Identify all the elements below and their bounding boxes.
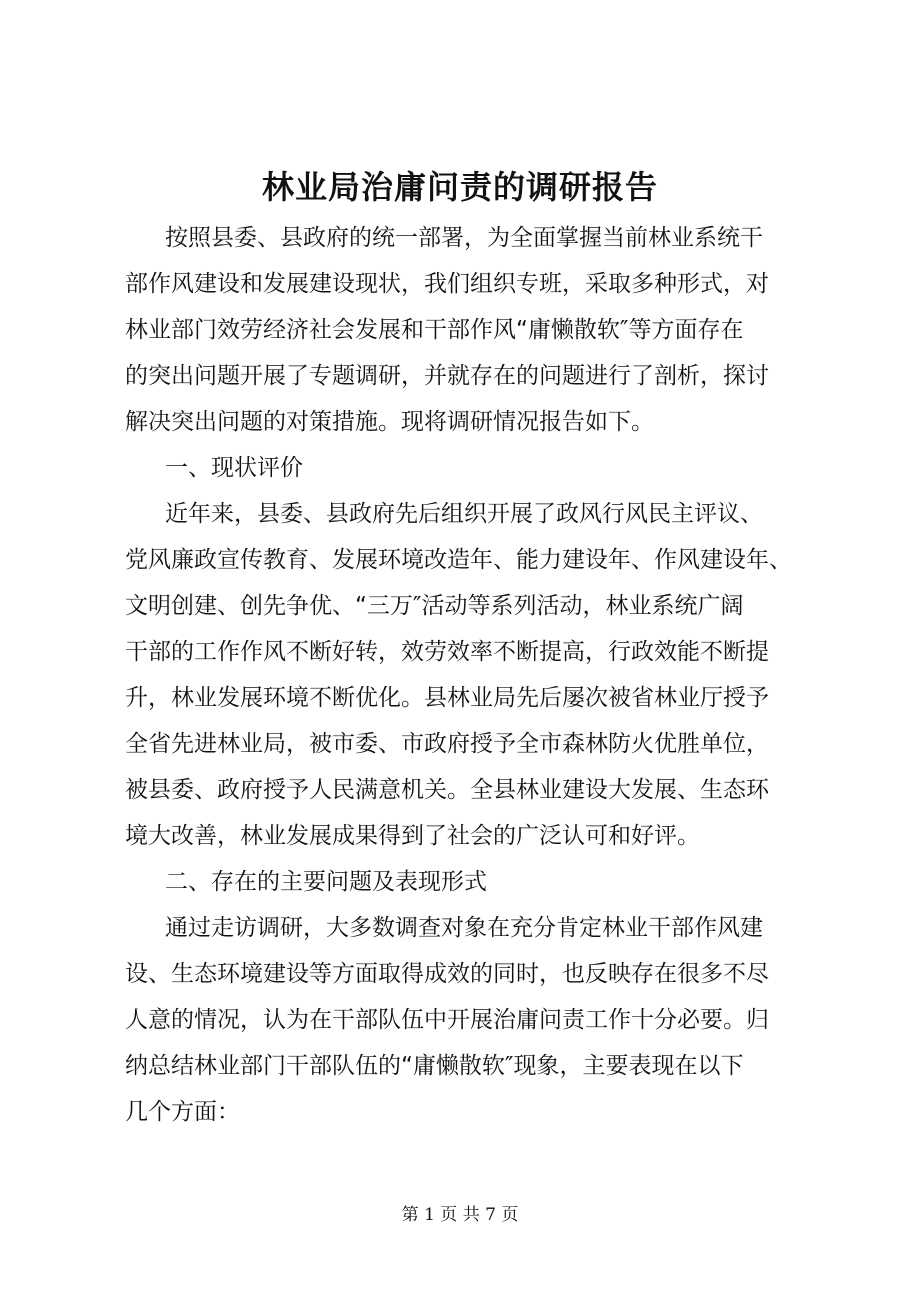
text-line: 全省先进林业局，被市委、市政府授予全市森林防火优胜单位，	[125, 731, 769, 757]
text-line: 按照县委、县政府的统一部署，为全面掌握当前林业系统干	[165, 225, 763, 251]
text-line: 一、现状评价	[165, 455, 303, 481]
text-line: 的突出问题开展了专题调研，并就存在的问题进行了剖析，探讨	[125, 363, 769, 389]
section-heading	[125, 445, 805, 491]
text-line: 林业部门效劳经济社会发展和干部作风“庸懒散软″等方面存在	[125, 317, 744, 343]
text-line: 升，林业发展环境不断优化。县林业局先后屡次被省林业厅授予	[125, 685, 769, 711]
paragraph	[125, 491, 805, 859]
text-line: 党风廉政宣传教育、发展环境改造年、能力建设年、作风建设年、	[125, 547, 792, 573]
text-line: 近年来，县委、县政府先后组织开展了政风行风民主评议、	[165, 501, 763, 527]
section-heading	[125, 859, 805, 905]
paragraph	[125, 215, 805, 445]
text-line: 部作风建设和发展建设现状，我们组织专班，采取多种形式，对	[125, 271, 769, 297]
text-line: 几个方面：	[125, 1099, 240, 1125]
text-line: 设、生态环境建设等方面取得成效的同时，也反映存在很多不尽	[125, 961, 769, 987]
text-line: 二、存在的主要问题及表现形式	[165, 869, 487, 895]
document-title: 林业局治庸问责的调研报告	[261, 168, 658, 206]
text-line: 文明创建、创先争优、“三万″活动等系列活动，林业系统广阔	[125, 593, 744, 619]
text-line: 干部的工作作风不断好转，效劳效率不断提高，行政效能不断提	[125, 639, 769, 665]
page-footer: 第 1 页 共 7 页	[401, 1205, 519, 1225]
text-line: 纳总结林业部门干部队伍的“庸懒散软″现象，主要表现在以下	[125, 1053, 744, 1079]
document-body	[125, 215, 805, 1135]
text-line: 通过走访调研，大多数调查对象在充分肯定林业干部作风建	[165, 915, 763, 941]
text-line: 人意的情况，认为在干部队伍中开展治庸问责工作十分必要。归	[125, 1007, 769, 1033]
text-line: 被县委、政府授予人民满意机关。全县林业建设大发展、生态环	[125, 777, 769, 803]
text-line: 境大改善，林业发展成果得到了社会的广泛认可和好评。	[125, 823, 700, 849]
paragraph	[125, 905, 805, 1135]
text-line: 解决突出问题的对策措施。现将调研情况报告如下。	[125, 409, 654, 435]
